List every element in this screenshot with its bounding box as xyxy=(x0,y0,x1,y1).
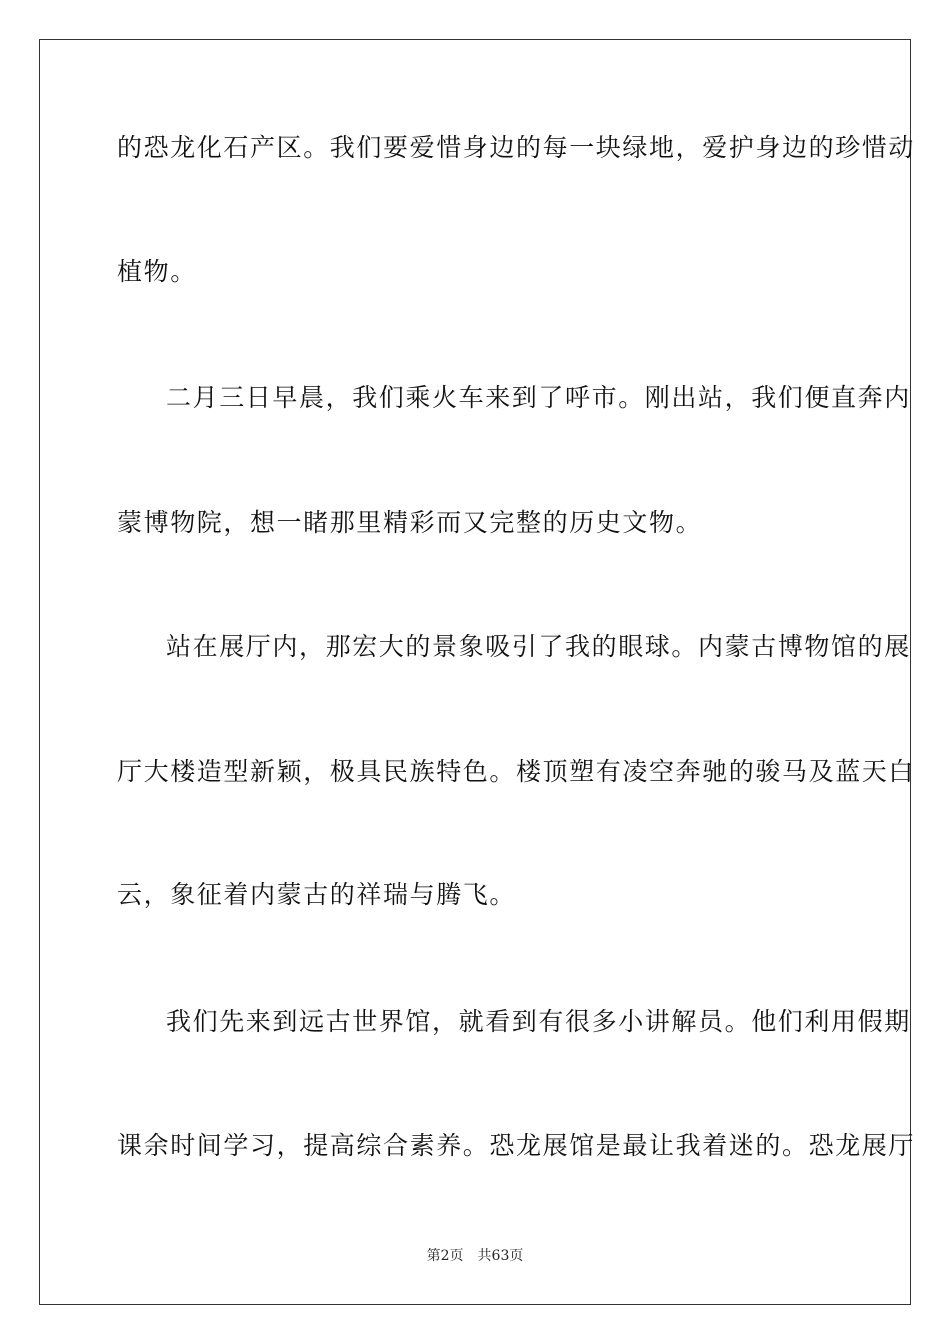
text-line-1: 的恐龙化石产区。我们要爱惜身边的每一块绿地，爱护身边的珍惜动 xyxy=(117,133,916,162)
page-number: 第2页 xyxy=(426,1248,464,1264)
page-total: 共63页 xyxy=(477,1248,524,1264)
page-footer xyxy=(0,1246,950,1266)
text-line-3: 二月三日早晨，我们乘火车来到了呼市。刚出站，我们便直奔内 xyxy=(166,383,911,412)
text-line-8: 我们先来到远古世界馆，就看到有很多小讲解员。他们利用假期 xyxy=(166,1007,911,1036)
text-line-7: 云，象征着内蒙古的祥瑞与腾飞。 xyxy=(117,880,517,909)
text-line-9: 课余时间学习，提高综合素养。恐龙展馆是最让我着迷的。恐龙展厅 xyxy=(117,1131,916,1160)
text-line-5: 站在展厅内，那宏大的景象吸引了我的眼球。内蒙古博物馆的展 xyxy=(166,632,911,661)
text-line-2: 植物。 xyxy=(117,257,197,286)
text-line-4: 蒙博物院，想一睹那里精彩而又完整的历史文物。 xyxy=(117,508,703,537)
page-border xyxy=(39,39,916,1305)
text-line-6: 厅大楼造型新颖，极具民族特色。楼顶塑有凌空奔驰的骏马及蓝天白 xyxy=(117,757,916,786)
